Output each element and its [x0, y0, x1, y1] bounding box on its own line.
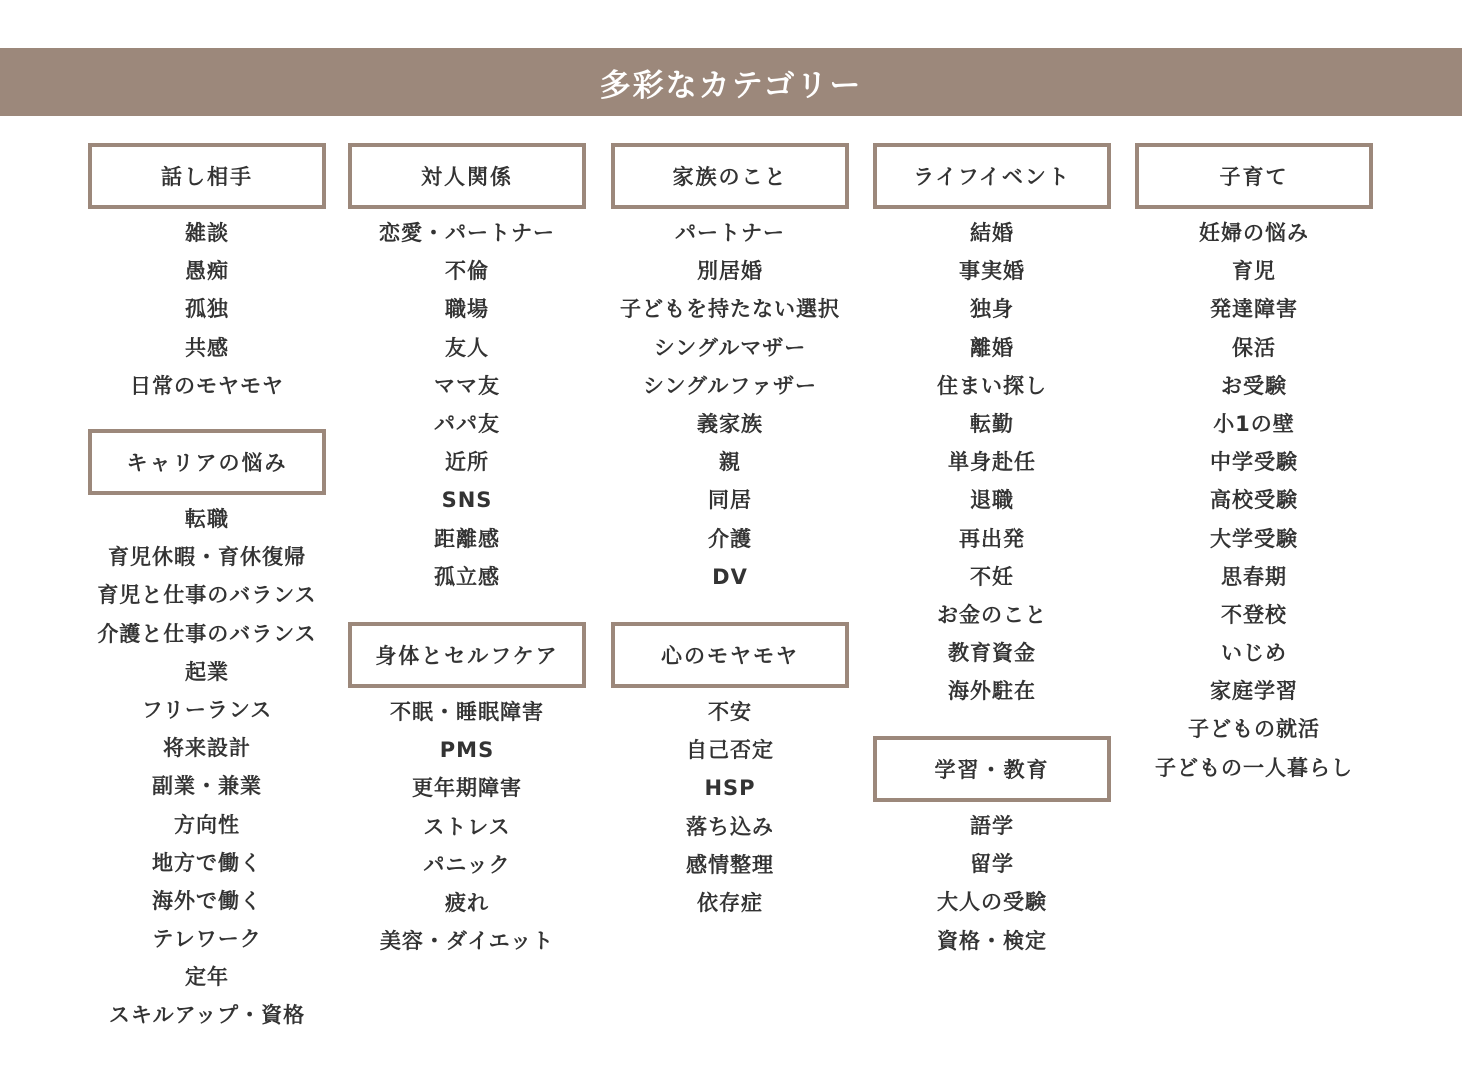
- topic-item[interactable]: 発達障害: [1210, 297, 1298, 322]
- topic-item[interactable]: 高校受験: [1210, 488, 1298, 513]
- category-group: [88, 429, 326, 1035]
- topic-item[interactable]: スキルアップ・資格: [108, 1003, 306, 1028]
- topic-item[interactable]: 近所: [445, 450, 489, 475]
- topic-item[interactable]: 介護と仕事のバランス: [97, 621, 317, 646]
- topic-item[interactable]: シングルマザー: [653, 335, 807, 360]
- topic-item[interactable]: いじめ: [1221, 641, 1287, 666]
- topic-item[interactable]: 不安: [708, 700, 752, 724]
- topic-item[interactable]: 方向性: [174, 812, 240, 837]
- topic-item[interactable]: 資格・検定: [937, 928, 1047, 953]
- topic-item[interactable]: 大学受験: [1210, 526, 1298, 551]
- topic-item[interactable]: 中学受験: [1210, 450, 1298, 475]
- category-group: [873, 143, 1111, 710]
- category-group: [88, 143, 326, 405]
- topic-item[interactable]: 単身赴任: [948, 450, 1036, 475]
- category-heading[interactable]: 話し相手: [88, 143, 326, 209]
- category-group: [611, 622, 849, 922]
- topic-item[interactable]: 住まい探し: [937, 373, 1047, 398]
- topic-list: [873, 802, 1111, 960]
- topic-item[interactable]: 不登校: [1221, 602, 1287, 627]
- topic-item[interactable]: 大人の受験: [937, 890, 1047, 915]
- topic-item[interactable]: テレワーク: [152, 927, 262, 952]
- topic-item[interactable]: 再出発: [959, 526, 1025, 551]
- topic-item[interactable]: パニック: [423, 852, 511, 877]
- topic-item[interactable]: 依存症: [697, 890, 763, 915]
- topic-item[interactable]: 職場: [445, 297, 489, 322]
- topic-item[interactable]: パパ友: [434, 411, 500, 436]
- topic-item[interactable]: 日常のモヤモヤ: [130, 373, 284, 398]
- topic-item[interactable]: 子どもの就活: [1188, 717, 1320, 742]
- topic-item[interactable]: 教育資金: [948, 641, 1036, 666]
- topic-item[interactable]: 小1の壁: [1213, 411, 1295, 436]
- topic-item[interactable]: 愚痴: [185, 259, 229, 284]
- category-heading[interactable]: 対人関係: [348, 143, 586, 209]
- topic-item[interactable]: 美容・ダイエット: [379, 929, 555, 954]
- topic-item[interactable]: 介護: [708, 526, 752, 551]
- topic-item[interactable]: 妊婦の悩み: [1199, 221, 1309, 245]
- topic-item[interactable]: 孤独: [185, 297, 229, 322]
- topic-item[interactable]: 留学: [970, 852, 1014, 877]
- topic-item[interactable]: 落ち込み: [686, 814, 774, 839]
- topic-list: [1135, 209, 1373, 787]
- topic-item[interactable]: フリーランス: [141, 697, 273, 722]
- category-heading[interactable]: ライフイベント: [873, 143, 1111, 209]
- topic-item[interactable]: 更年期障害: [412, 776, 522, 801]
- topic-item[interactable]: 将来設計: [163, 736, 251, 761]
- topic-item[interactable]: 雑談: [185, 221, 229, 245]
- topic-item[interactable]: 転職: [185, 507, 229, 531]
- topic-item[interactable]: 退職: [970, 488, 1014, 513]
- topic-item[interactable]: 距離感: [434, 526, 500, 551]
- category-heading[interactable]: 子育て: [1135, 143, 1373, 209]
- topic-item[interactable]: 保活: [1232, 335, 1276, 360]
- topic-item[interactable]: DV: [712, 564, 748, 589]
- topic-item[interactable]: 育児休暇・育休復帰: [108, 545, 306, 570]
- topic-item[interactable]: シングルファザー: [642, 373, 817, 398]
- topic-item[interactable]: 友人: [445, 335, 489, 360]
- topic-item[interactable]: ママ友: [434, 373, 500, 398]
- category-group: [1135, 143, 1373, 787]
- category-group: [348, 622, 586, 960]
- topic-list: [348, 209, 586, 596]
- page-title: 多彩なカテゴリー: [599, 67, 863, 104]
- topic-item[interactable]: 孤立感: [434, 564, 500, 589]
- topic-item[interactable]: ストレス: [423, 814, 511, 839]
- topic-item[interactable]: お金のこと: [937, 602, 1047, 627]
- category-heading[interactable]: キャリアの悩み: [88, 429, 326, 495]
- topic-item[interactable]: 感情整理: [686, 852, 774, 877]
- topic-item[interactable]: 義家族: [697, 411, 763, 436]
- category-group: [873, 736, 1111, 960]
- topic-item[interactable]: 結婚: [970, 221, 1014, 245]
- topic-item[interactable]: 別居婚: [697, 259, 763, 284]
- topic-item[interactable]: HSP: [704, 776, 756, 801]
- topic-item[interactable]: 恋愛・パートナー: [379, 221, 555, 245]
- topic-item[interactable]: 親: [719, 450, 741, 475]
- topic-item[interactable]: 独身: [970, 297, 1014, 322]
- topic-item[interactable]: 育児と仕事のバランス: [97, 583, 317, 608]
- topic-item[interactable]: 自己否定: [686, 738, 774, 763]
- category-heading[interactable]: 学習・教育: [873, 736, 1111, 802]
- topic-item[interactable]: 副業・兼業: [152, 774, 262, 799]
- topic-list: [88, 495, 326, 1035]
- topic-item[interactable]: 海外で働く: [152, 888, 262, 913]
- topic-item[interactable]: PMS: [439, 738, 495, 763]
- topic-item[interactable]: 地方で働く: [152, 850, 262, 875]
- topic-item[interactable]: 起業: [185, 659, 229, 684]
- topic-list: [348, 688, 586, 960]
- topic-item[interactable]: SNS: [441, 488, 493, 513]
- topic-list: [873, 209, 1111, 710]
- topic-item[interactable]: 不倫: [445, 259, 489, 284]
- category-group: [611, 143, 849, 596]
- topic-item[interactable]: 海外駐在: [948, 679, 1036, 704]
- topic-item[interactable]: 子どもの一人暮らし: [1155, 755, 1353, 780]
- topic-item[interactable]: 離婚: [970, 335, 1014, 360]
- category-heading[interactable]: 身体とセルフケア: [348, 622, 586, 688]
- topic-item[interactable]: 同居: [708, 488, 752, 513]
- topic-item[interactable]: 定年: [185, 965, 229, 990]
- topic-list: [611, 209, 849, 596]
- topic-item[interactable]: 家庭学習: [1210, 679, 1298, 704]
- topic-item[interactable]: パートナー: [675, 221, 785, 245]
- topic-list: [611, 688, 849, 922]
- topic-list: [88, 209, 326, 405]
- topic-item[interactable]: お受験: [1221, 373, 1287, 398]
- category-heading[interactable]: 家族のこと: [611, 143, 849, 209]
- topic-item[interactable]: 事実婚: [959, 259, 1025, 284]
- category-group: [348, 143, 586, 596]
- header-banner: [0, 48, 1462, 116]
- topic-item[interactable]: 共感: [185, 335, 229, 360]
- topic-item[interactable]: 育児: [1232, 259, 1276, 284]
- topic-item[interactable]: 転勤: [970, 411, 1014, 436]
- topic-item[interactable]: 不妊: [970, 564, 1014, 589]
- topic-item[interactable]: 語学: [970, 814, 1014, 838]
- topic-item[interactable]: 思春期: [1221, 564, 1287, 589]
- topic-item[interactable]: 子どもを持たない選択: [620, 297, 840, 322]
- topic-item[interactable]: 不眠・睡眠障害: [390, 700, 544, 724]
- category-heading[interactable]: 心のモヤモヤ: [611, 622, 849, 688]
- topic-item[interactable]: 疲れ: [445, 890, 489, 915]
